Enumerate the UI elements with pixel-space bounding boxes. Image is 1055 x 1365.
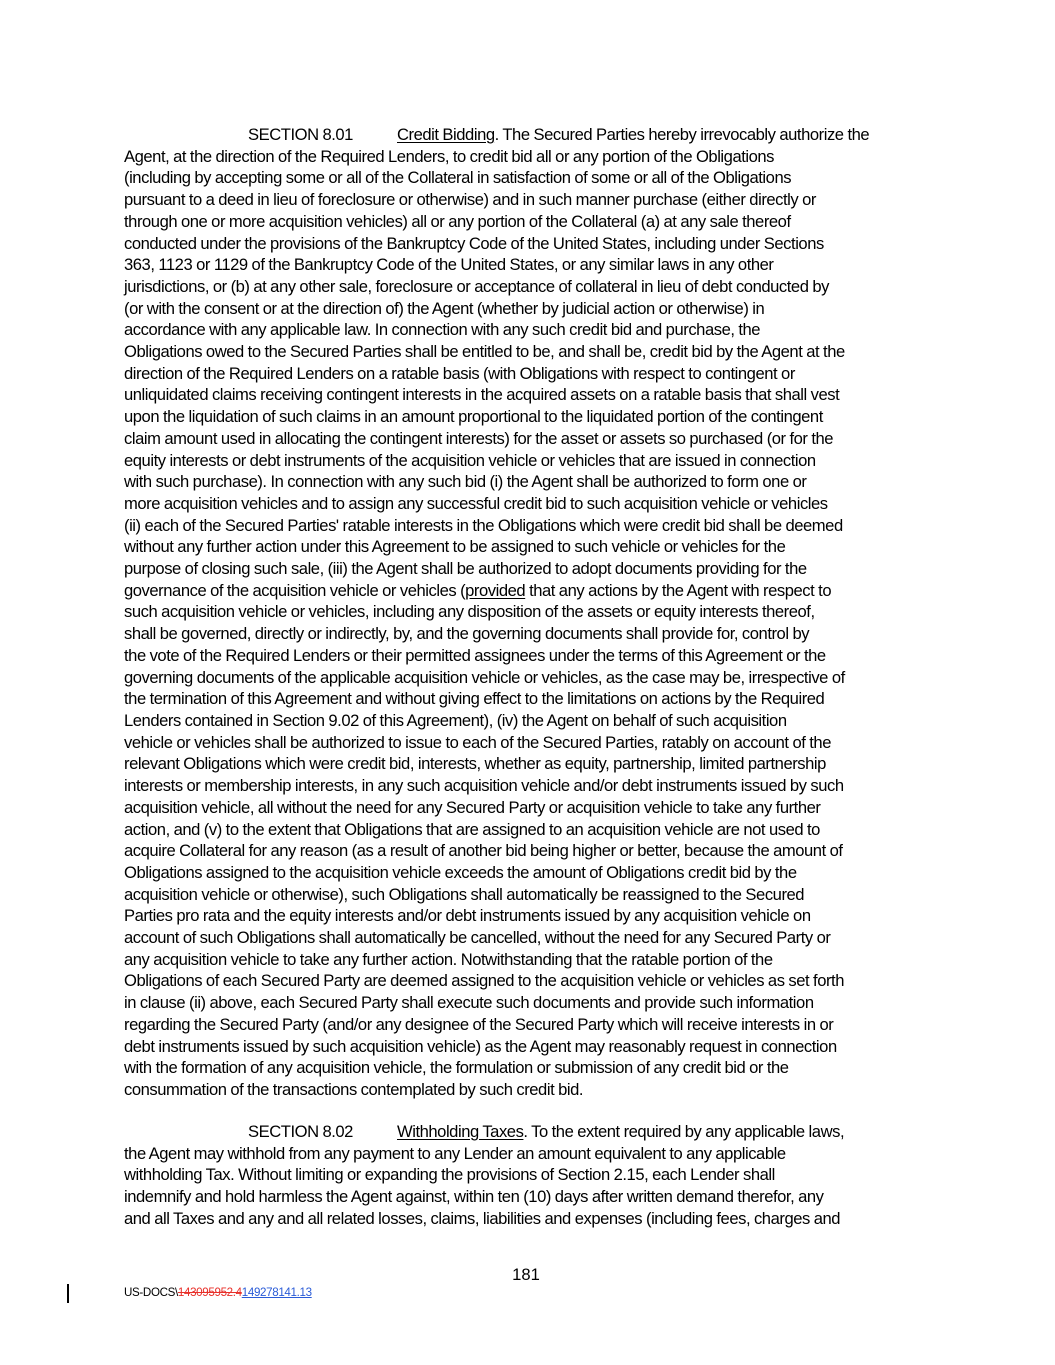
paragraph-line: direction of the Required Lenders on a ratable basis (with Obligations with respect to contingent or <box>124 363 795 383</box>
paragraph-line: the Agent may withhold from any payment to any Lender an amount equivalent to any applicable <box>124 1143 786 1163</box>
paragraph-line: with the formation of any acquisition vehicle, the formulation or submission of any credit bid or the <box>124 1058 789 1078</box>
paragraph-line: purpose of closing such sale, (iii) the Agent shall be authorized to adopt documents providing for the <box>124 559 807 579</box>
paragraph-line: upon the liquidation of such claims in an amount proportional to the liquidated portion of the contingent <box>124 407 823 427</box>
paragraph-text: governance of the acquisition vehicle or vehicles ( <box>124 580 466 600</box>
section-8-01 <box>124 124 932 1101</box>
section-number: SECTION 8.01 <box>248 125 353 144</box>
paragraph-text: . The Secured Parties hereby irrevocably authorize the <box>494 125 870 144</box>
paragraph-line: acquisition vehicle, all without the need for any Secured Party or acquisition vehicle to take any further <box>124 797 821 817</box>
paragraph-line: consummation of the transactions contemplated by such credit bid. <box>124 1079 584 1099</box>
paragraph-line: (or with the consent or at the direction of) the Agent (whether by judicial action or otherwise) in <box>124 298 765 318</box>
paragraph-line: through one or more acquisition vehicles) all or any portion of the Collateral (a) at any sale thereof <box>124 211 791 231</box>
paragraph-line-provided <box>124 580 932 602</box>
paragraph-line: account of such Obligations shall automatically be cancelled, without the need for any Secured Party or <box>124 928 831 948</box>
paragraph-text: . To the extent required by any applicable laws, <box>523 1122 845 1141</box>
section-8-02-heading-line <box>124 1121 932 1143</box>
paragraph-line: pursuant to a deed in lieu of foreclosure or otherwise) and in such manner purchase (either directly or <box>124 190 816 210</box>
paragraph-line: Obligations owed to the Secured Parties shall be entitled to be, and shall be, credit bid by the Agent at the <box>124 342 845 362</box>
paragraph-line: 363, 1123 or 1129 of the Bankruptcy Code of the United States, or any similar laws in any other <box>124 255 774 275</box>
paragraph-line: claim amount used in allocating the contingent interests) for the asset or assets so purchased (or for the <box>124 428 834 448</box>
paragraph-line: without any further action under this Agreement to be assigned to such vehicle or vehicles for the <box>124 537 786 557</box>
deleted-doc-id: 143095952.4 <box>177 1286 242 1299</box>
section-8-02 <box>124 1121 932 1230</box>
paragraph-line: and all Taxes and any and all related losses, claims, liabilities and expenses (including fees, charges and <box>124 1208 841 1228</box>
revision-change-bar <box>67 1284 69 1303</box>
footer-prefix: US-DOCS\ <box>124 1286 178 1299</box>
section-title: Withholding Taxes <box>397 1122 524 1141</box>
paragraph-line: debt instruments issued by such acquisition vehicle) as the Agent may reasonably request in connection <box>124 1036 837 1056</box>
paragraph-line: conducted under the provisions of the Bankruptcy Code of the United States, including under Sections <box>124 233 824 253</box>
paragraph-line: any acquisition vehicle to take any further action. Notwithstanding that the ratable portion of the <box>124 949 773 969</box>
paragraph-line: withholding Tax. Without limiting or expanding the provisions of Section 2.15, each Lender shall <box>124 1165 775 1185</box>
document-id-footer <box>124 1286 312 1300</box>
page-number: 181 <box>512 1265 540 1284</box>
paragraph-line: Agent, at the direction of the Required Lenders, to credit bid all or any portion of the Obligations <box>124 146 775 166</box>
paragraph-line: more acquisition vehicles and to assign any successful credit bid to such acquisition vehicle or vehicles <box>124 493 828 513</box>
paragraph-text: that any actions by the Agent with respect to <box>525 580 832 600</box>
paragraph-line: shall be governed, directly or indirectly, by, and the governing documents shall provide for, control by <box>124 624 810 644</box>
section-number: SECTION 8.02 <box>248 1122 353 1141</box>
paragraph-line: regarding the Secured Party (and/or any designee of the Secured Party which will receive interests in or <box>124 1014 834 1034</box>
paragraph-line: Parties pro rata and the equity interests and/or debt instruments issued by any acquisition vehicle on <box>124 906 811 926</box>
paragraph-line: (ii) each of the Secured Parties' ratable interests in the Obligations which were credit bid shall be deemed <box>124 515 843 535</box>
paragraph-line: accordance with any applicable law. In connection with any such credit bid and purchase, the <box>124 320 761 340</box>
paragraph-line: (including by accepting some or all of the Collateral in satisfaction of some or all of the Obligations <box>124 168 792 188</box>
paragraph-line: equity interests or debt instruments of the acquisition vehicle or vehicles that are issued in connection <box>124 450 816 470</box>
paragraph-line: Obligations assigned to the acquisition vehicle exceeds the amount of Obligations credit bid by the <box>124 862 797 882</box>
paragraph-line: such acquisition vehicle or vehicles, including any disposition of the assets or equity interests thereof, <box>124 602 815 622</box>
paragraph-line: unliquidated claims receiving contingent interests in the acquired assets on a ratable basis that shall vest <box>124 385 840 405</box>
section-8-01-heading-line <box>124 124 932 146</box>
paragraph-line: the vote of the Required Lenders or their permitted assignees under the terms of this Agreement or the <box>124 645 826 665</box>
inserted-doc-id: 149278141.13 <box>241 1286 312 1299</box>
paragraph-line: acquisition vehicle or otherwise), such Obligations shall automatically be reassigned to the Secured <box>124 884 805 904</box>
paragraph-line: Lenders contained in Section 9.02 of this Agreement), (iv) the Agent on behalf of such acquisition <box>124 710 787 730</box>
paragraph-line: acquire Collateral for any reason (as a result of another bid being higher or better, because the amount of <box>124 841 843 861</box>
paragraph-line: governing documents of the applicable acquisition vehicle or vehicles, as the case may be, irrespective of <box>124 667 845 687</box>
section-title: Credit Bidding <box>397 125 495 144</box>
paragraph-line: in clause (ii) above, each Secured Party shall execute such documents and provide such information <box>124 993 814 1013</box>
paragraph-line: vehicle or vehicles shall be authorized to issue to each of the Secured Parties, ratably on account of the <box>124 732 831 752</box>
provided-term: provided <box>465 580 526 600</box>
paragraph-line: Obligations of each Secured Party are deemed assigned to the acquisition vehicle or vehicles as set forth <box>124 971 844 991</box>
paragraph-line: jurisdictions, or (b) at any other sale, foreclosure or acceptance of collateral in lieu of debt conducted by <box>124 276 829 296</box>
paragraph-line: with such purchase). In connection with any such bid (i) the Agent shall be authorized to form one or <box>124 472 807 492</box>
paragraph-line: relevant Obligations which were credit bid, interests, whether as equity, partnership, limited partnership <box>124 754 826 774</box>
paragraph-line: action, and (v) to the extent that Obligations that are assigned to an acquisition vehicle are not used to <box>124 819 820 839</box>
paragraph-line: interests or membership interests, in any such acquisition vehicle and/or debt instruments issued by such <box>124 776 844 796</box>
paragraph-line: indemnify and hold harmless the Agent against, within ten (10) days after written demand therefor, any <box>124 1187 824 1207</box>
paragraph-line: the termination of this Agreement and without giving effect to the limitations on actions by the Required <box>124 689 825 709</box>
